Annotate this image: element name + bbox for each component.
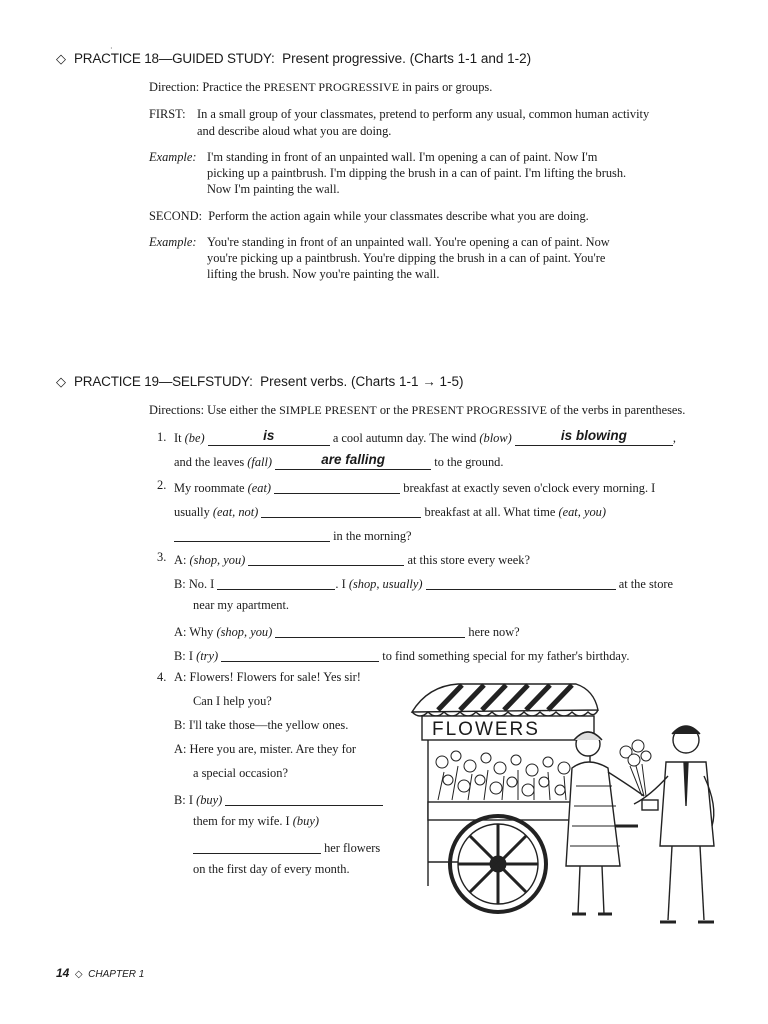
direction-text-end: in pairs or groups. [399, 80, 493, 94]
verb-cue: (be) [184, 431, 205, 445]
answer-blank[interactable] [275, 623, 465, 638]
text: usually [174, 505, 213, 519]
practice-18-label: PRACTICE 18—GUIDED STUDY: [74, 51, 275, 66]
example-1-label: Example: [149, 150, 197, 164]
practice-19-directions [149, 402, 685, 419]
second-label: SECOND: [149, 209, 203, 223]
text: It [174, 431, 185, 445]
answer-text: is blowing [560, 428, 627, 443]
example-1-line-3: Now I'm painting the wall. [207, 182, 340, 196]
item-3-line-2 [174, 573, 673, 593]
item-2-number: 2. [157, 478, 167, 492]
speaker-b: B: [174, 649, 186, 663]
item-3-line-3: near my apartment. [193, 598, 289, 612]
directions-text-mid: or the [376, 403, 412, 417]
directions-term-2: PRESENT PROGRESSIVE [411, 403, 547, 417]
text: . I [335, 577, 349, 591]
practice-19-label: PRACTICE 19—SELFSTUDY: [74, 374, 253, 389]
item-2-line-1 [174, 477, 655, 497]
example-1-line-2: picking up a paintbrush. I'm dipping the brush in a can of paint. I'm lifting the brush. [207, 166, 627, 180]
text: I [188, 649, 197, 663]
first-line-1: In a small group of your classmates, pretend to perform any usual, common human activity [197, 107, 650, 121]
item-3-line-5 [174, 645, 629, 665]
answer-text: are falling [321, 452, 386, 467]
verb-cue: (buy) [292, 814, 319, 828]
text: Why [189, 625, 217, 639]
flower-cart-illustration [398, 676, 728, 938]
speaker-b: B: [174, 577, 186, 591]
answer-blank[interactable] [221, 647, 379, 662]
practice-19-topic: Present verbs. (Charts 1-1 → 1-5) [260, 374, 464, 389]
diamond-icon: ◇ [56, 374, 66, 389]
verb-cue: (eat) [247, 481, 272, 495]
answer-blank[interactable] [217, 575, 335, 590]
cart-wheel [450, 816, 546, 912]
item-1-line-2 [174, 453, 503, 471]
text: Flowers! Flowers for sale! Yes sir! [189, 670, 361, 684]
first-label: FIRST: [149, 107, 186, 121]
example-2-line-1: You're standing in front of an unpainted wall. You're opening a can of paint. Now [207, 235, 610, 249]
item-4-line-6 [174, 789, 383, 809]
answer-blank[interactable] [426, 575, 616, 590]
text: a cool autumn day. The wind [329, 431, 480, 445]
page-number: 14 [56, 966, 70, 980]
directions-text-end: of the verbs in parentheses. [547, 403, 686, 417]
item-2-line-2 [174, 501, 606, 521]
example-2-line-3: lifting the brush. Now you're painting the wall. [207, 267, 440, 281]
example-2-label: Example: [149, 235, 197, 249]
text: I'll take those—the yellow ones. [188, 718, 349, 732]
answer-blank[interactable] [174, 527, 330, 542]
flower-bouquets [436, 751, 570, 800]
item-4-line-4 [174, 741, 356, 758]
text: here now? [465, 625, 520, 639]
cart-awning [412, 684, 598, 716]
speaker-a: A: [174, 553, 187, 567]
item-4-line-7 [193, 813, 319, 830]
text: to find something special for my father's birthday. [379, 649, 630, 663]
text: them for my wife. I [193, 814, 293, 828]
direction-term: PRESENT PROGRESSIVE [263, 80, 400, 94]
answer-blank[interactable] [225, 791, 383, 806]
item-3-line-4 [174, 621, 520, 641]
verb-cue: (blow) [479, 431, 512, 445]
item-1-number: 1. [157, 430, 167, 444]
stray-mark: · [110, 44, 113, 53]
answer-text: is [263, 428, 275, 443]
verb-cue: (buy) [196, 793, 223, 807]
flowers-sign-text: FLOWERS [432, 719, 540, 740]
text: in the morning? [330, 529, 412, 543]
practice-18-topic: Present progressive. (Charts 1-1 and 1-2) [282, 51, 532, 66]
page-footer [56, 966, 144, 980]
practice-19-heading [56, 374, 464, 390]
text: , [672, 431, 676, 445]
direction-text: Direction: Practice the [149, 80, 264, 94]
item-4-number: 4. [157, 670, 167, 684]
verb-cue: (shop, you) [189, 553, 246, 567]
item-4-line-3 [174, 717, 348, 734]
item-4-line-1 [174, 669, 361, 686]
practice-18-direction [149, 79, 492, 96]
text: Here you are, mister. Are they for [189, 742, 357, 756]
text: breakfast at all. What time [421, 505, 559, 519]
second-instruction [149, 208, 589, 225]
item-2-line-3 [174, 525, 412, 545]
speaker-b: B: [174, 718, 186, 732]
answer-blank[interactable] [248, 551, 404, 566]
text: My roommate [174, 481, 248, 495]
speaker-a: A: [174, 670, 187, 684]
item-3-number: 3. [157, 550, 167, 564]
text: to the ground. [431, 455, 504, 469]
example-1-line-1: I'm standing in front of an unpainted wall. I'm opening a can of paint. Now I'm [207, 150, 598, 164]
verb-cue: (shop, usually) [348, 577, 423, 591]
example-2-line-2: you're picking up a paintbrush. You're dipping the brush in a can of paint. You're [207, 251, 606, 265]
text: her flowers [321, 841, 381, 855]
answer-blank[interactable] [208, 428, 330, 446]
answer-blank[interactable] [274, 479, 400, 494]
speaker-b: B: [174, 793, 186, 807]
speaker-a: A: [174, 742, 187, 756]
diamond-icon: ◇ [72, 969, 86, 980]
verb-cue: (eat, you) [558, 505, 606, 519]
first-line-2: and describe aloud what you are doing. [197, 124, 392, 138]
text: I [188, 793, 197, 807]
directions-text: Directions: Use either the [149, 403, 280, 417]
text: at the store [615, 577, 674, 591]
practice-18-heading [56, 51, 531, 67]
verb-cue: (shop, you) [216, 625, 273, 639]
second-text: Perform the action again while your classmates describe what you are doing. [208, 209, 589, 223]
verb-cue: (eat, not) [212, 505, 259, 519]
chapter-label: CHAPTER 1 [88, 969, 145, 980]
directions-term-1: SIMPLE PRESENT [279, 403, 377, 417]
answer-blank[interactable] [193, 839, 321, 854]
text: and the leaves [174, 455, 248, 469]
verb-cue: (try) [196, 649, 219, 663]
answer-blank[interactable] [261, 503, 421, 518]
speaker-a: A: [174, 625, 187, 639]
text: No. I [188, 577, 215, 591]
item-4-line-2: Can I help you? [193, 694, 272, 708]
diamond-icon: ◇ [56, 51, 66, 66]
answer-blank[interactable] [515, 428, 673, 446]
verb-cue: (fall) [247, 455, 273, 469]
item-3-line-1 [174, 549, 530, 569]
text: breakfast at exactly seven o'clock every morning. I [400, 481, 656, 495]
bouquet-icon [620, 740, 651, 796]
text: at this store every week? [404, 553, 530, 567]
item-4-line-8 [193, 837, 380, 857]
item-4-line-9: on the first day of every month. [193, 862, 350, 876]
item-1-line-1 [174, 429, 676, 447]
item-4-line-5: a special occasion? [193, 766, 288, 780]
answer-blank[interactable] [275, 452, 431, 470]
